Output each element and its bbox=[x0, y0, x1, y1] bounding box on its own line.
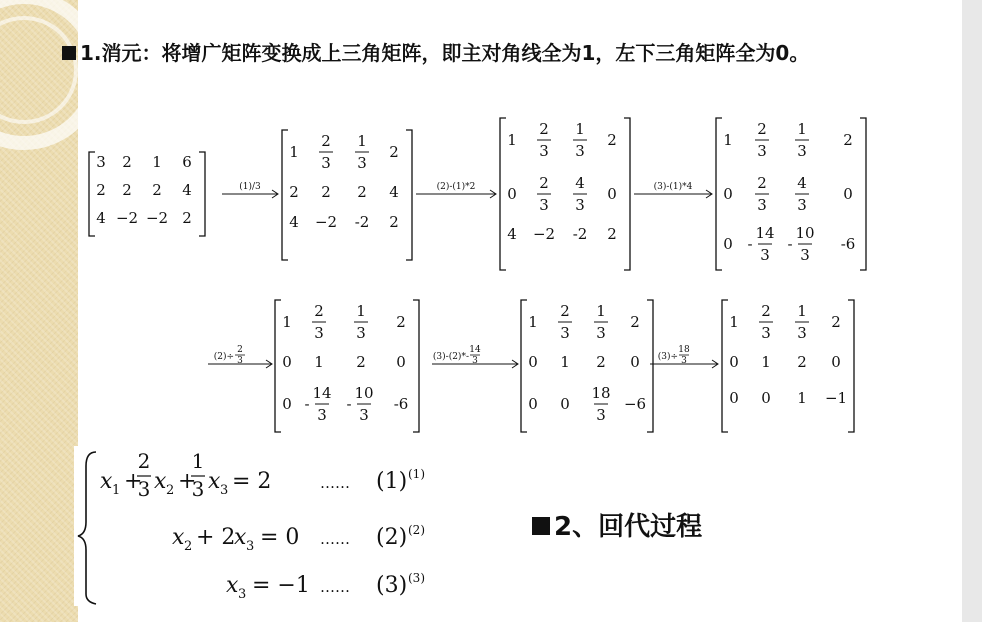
subscript: 1 bbox=[112, 483, 121, 498]
step1-text: 1.消元：将增广矩阵变换成上三角矩阵，即主对角线全为1，左下三角矩阵全为0。 bbox=[80, 41, 810, 65]
subscript: 3 bbox=[238, 587, 247, 602]
matrix-right-bracket bbox=[199, 152, 205, 236]
matrix-cell: 0 bbox=[396, 353, 406, 371]
matrix-cell: 2 bbox=[389, 143, 399, 161]
fraction-denominator: 3 bbox=[191, 477, 205, 501]
subscript: 2 bbox=[166, 483, 175, 498]
matrix-cell: 2 bbox=[607, 131, 617, 149]
matrix-left-bracket bbox=[716, 118, 722, 270]
matrix-cell: 2 bbox=[843, 131, 853, 149]
fraction-denominator: 3 bbox=[137, 477, 151, 501]
fraction-numerator: 2 bbox=[757, 120, 767, 138]
subscript: 2 bbox=[184, 539, 193, 554]
variable-x3: x bbox=[226, 573, 239, 598]
fraction-numerator: 2 bbox=[757, 174, 767, 192]
matrix-cell bbox=[755, 120, 769, 160]
cell-sign: - bbox=[304, 395, 310, 413]
row-operation-arrow bbox=[208, 345, 272, 368]
matrix-cell: 1 bbox=[507, 131, 517, 149]
matrix-right-bracket bbox=[647, 300, 653, 432]
equation-row bbox=[226, 571, 425, 602]
matrix-cell: 2 bbox=[152, 181, 162, 199]
fraction-numerator: 2 bbox=[560, 302, 570, 320]
fraction-numerator: 1 bbox=[797, 302, 807, 320]
subscript: 3 bbox=[220, 483, 229, 498]
matrix-right-bracket bbox=[848, 300, 854, 432]
augmented-matrix bbox=[500, 118, 630, 270]
variable-x3: x bbox=[208, 469, 221, 494]
matrix-cell: 0 bbox=[843, 185, 853, 203]
fraction-numerator: 4 bbox=[797, 174, 807, 192]
fraction-denominator: 3 bbox=[314, 324, 324, 342]
matrix-cell: 0 bbox=[723, 235, 733, 253]
matrix-cell: 4 bbox=[507, 225, 517, 243]
fraction-denominator: 3 bbox=[761, 324, 771, 342]
matrix-cell: −2 bbox=[145, 209, 169, 227]
equals-value: = 2 bbox=[232, 469, 272, 494]
matrix-cell: 1 bbox=[797, 389, 807, 407]
fraction-denominator: 3 bbox=[760, 246, 770, 264]
equation-label: (2) bbox=[376, 525, 408, 550]
plus-sign: + bbox=[178, 469, 197, 494]
fraction-numerator: 18 bbox=[678, 345, 690, 355]
step2-heading bbox=[532, 506, 702, 543]
dots: …… bbox=[320, 474, 350, 492]
matrix-cell: 2 bbox=[396, 313, 406, 331]
fraction-denominator: 3 bbox=[757, 196, 767, 214]
fraction-denominator: 3 bbox=[797, 324, 807, 342]
matrix-right-bracket bbox=[860, 118, 866, 270]
matrix-cell: 0 bbox=[282, 353, 292, 371]
matrix-cell: 0 bbox=[729, 389, 739, 407]
fraction-denominator: 3 bbox=[472, 356, 478, 366]
fraction-denominator: 3 bbox=[596, 324, 606, 342]
row-operation-label: (2)-(1)*2 bbox=[436, 182, 476, 192]
matrix-cell bbox=[795, 120, 809, 160]
fraction-numerator: 1 bbox=[357, 132, 367, 150]
dots: …… bbox=[320, 578, 350, 596]
matrix-cell: 1 bbox=[289, 143, 299, 161]
fraction-denominator: 3 bbox=[757, 142, 767, 160]
fraction-denominator: 3 bbox=[356, 324, 366, 342]
fraction-denominator: 3 bbox=[359, 406, 369, 424]
fraction-numerator: 10 bbox=[795, 224, 815, 242]
matrix-figure bbox=[82, 100, 882, 440]
row-operation-label: (1)/3 bbox=[239, 182, 261, 192]
fraction-numerator: 14 bbox=[312, 384, 332, 402]
augmented-matrix bbox=[716, 118, 866, 270]
augmented-matrix bbox=[722, 300, 854, 432]
matrix-cell: 4 bbox=[289, 213, 299, 231]
matrix-cell: 2 bbox=[321, 183, 331, 201]
matrix-transformations bbox=[82, 100, 882, 440]
matrix-cell bbox=[759, 302, 773, 342]
matrix-cell: 0 bbox=[630, 353, 640, 371]
fraction-numerator: 2 bbox=[137, 449, 151, 473]
row-operation-arrow bbox=[432, 345, 518, 368]
matrix-cell: −2 bbox=[314, 213, 338, 231]
fraction-denominator: 3 bbox=[797, 142, 807, 160]
matrix-cell: 1 bbox=[560, 353, 570, 371]
row-operation-arrow bbox=[222, 181, 278, 198]
matrix-cell: 6 bbox=[182, 153, 192, 171]
matrix-cell: 2 bbox=[182, 209, 192, 227]
matrix-cell: 4 bbox=[389, 183, 399, 201]
matrix-cell bbox=[304, 384, 331, 424]
fraction-numerator: 2 bbox=[237, 345, 243, 355]
fraction-numerator: 10 bbox=[354, 384, 374, 402]
fraction-denominator: 3 bbox=[560, 324, 570, 342]
matrix-right-bracket bbox=[406, 130, 412, 260]
step2-text: 2、回代过程 bbox=[554, 512, 703, 542]
matrix-cell: 2 bbox=[289, 183, 299, 201]
matrix-cell: 2 bbox=[357, 183, 367, 201]
system-brace bbox=[78, 452, 96, 604]
equation-row bbox=[100, 449, 425, 501]
matrix-cell: 2 bbox=[630, 313, 640, 331]
right-decorative-strip bbox=[962, 0, 982, 622]
fraction-numerator: 2 bbox=[321, 132, 331, 150]
augmented-matrix bbox=[282, 130, 412, 260]
matrix-cell bbox=[755, 174, 769, 214]
matrix-cell: -2 bbox=[572, 225, 588, 243]
fraction-denominator: 3 bbox=[800, 246, 810, 264]
matrix-cell: 2 bbox=[831, 313, 841, 331]
matrix-cell bbox=[573, 174, 587, 214]
fraction-numerator: 4 bbox=[575, 174, 585, 192]
equation-figure bbox=[74, 446, 474, 606]
matrix-cell bbox=[312, 302, 326, 342]
matrix-cell: 1 bbox=[723, 131, 733, 149]
matrix-cell: 2 bbox=[596, 353, 606, 371]
augmented-matrix bbox=[275, 300, 419, 432]
matrix-cell: −2 bbox=[532, 225, 556, 243]
matrix-cell bbox=[795, 302, 809, 342]
matrix-cell: 0 bbox=[607, 185, 617, 203]
matrix-cell bbox=[787, 224, 814, 264]
matrix-cell bbox=[591, 384, 610, 424]
fraction-numerator: 2 bbox=[761, 302, 771, 320]
matrix-cell: 0 bbox=[528, 353, 538, 371]
matrix-cell: 0 bbox=[831, 353, 841, 371]
cell-sign: - bbox=[346, 395, 352, 413]
fraction-denominator: 3 bbox=[539, 196, 549, 214]
matrix-cell: 2 bbox=[122, 153, 132, 171]
matrix-cell: 4 bbox=[182, 181, 192, 199]
matrix-cell: 0 bbox=[528, 395, 538, 413]
matrix-cell: 2 bbox=[122, 181, 132, 199]
matrix-cell bbox=[537, 120, 551, 160]
fraction-denominator: 3 bbox=[321, 154, 331, 172]
subscript: 3 bbox=[246, 539, 255, 554]
step1-heading bbox=[62, 38, 922, 68]
row-operation-arrow bbox=[416, 181, 496, 198]
matrix-cell: 2 bbox=[96, 181, 106, 199]
equation-row bbox=[172, 523, 425, 554]
matrix-cell bbox=[594, 302, 608, 342]
variable-x1: x bbox=[100, 469, 113, 494]
fraction-numerator: 1 bbox=[191, 449, 205, 473]
matrix-cell bbox=[346, 384, 373, 424]
row-operation-label: (3)-(2)*- bbox=[432, 352, 469, 362]
fraction-numerator: 18 bbox=[591, 384, 611, 402]
row-operation-arrow bbox=[650, 345, 718, 368]
matrix-cell: 4 bbox=[96, 209, 106, 227]
matrix-cell: 1 bbox=[152, 153, 162, 171]
equation-label-superscript: (3) bbox=[408, 571, 425, 585]
matrix-cell: -6 bbox=[840, 235, 856, 253]
cell-sign: - bbox=[747, 235, 753, 253]
fraction-numerator: 1 bbox=[356, 302, 366, 320]
equation-label-superscript: (2) bbox=[408, 523, 425, 537]
matrix-left-bracket bbox=[521, 300, 527, 432]
equation-label-superscript: (1) bbox=[408, 467, 425, 481]
matrix-cell: -6 bbox=[393, 395, 409, 413]
matrix-right-bracket bbox=[624, 118, 630, 270]
matrix-cell: 2 bbox=[607, 225, 617, 243]
fraction-denominator: 3 bbox=[317, 406, 327, 424]
matrix-cell bbox=[319, 132, 333, 172]
matrix-left-bracket bbox=[500, 118, 506, 270]
matrix-cell: 1 bbox=[729, 313, 739, 331]
matrix-cell: −1 bbox=[824, 389, 848, 407]
matrix-left-bracket bbox=[282, 130, 288, 260]
matrix-cell bbox=[573, 120, 587, 160]
fraction-denominator: 3 bbox=[575, 142, 585, 160]
matrix-left-bracket bbox=[275, 300, 281, 432]
fraction-denominator: 3 bbox=[539, 142, 549, 160]
equals-value: = −1 bbox=[252, 573, 310, 598]
matrix-cell: 1 bbox=[528, 313, 538, 331]
matrix-cell bbox=[537, 174, 551, 214]
matrix-cell: −6 bbox=[623, 395, 647, 413]
equals-value: = 0 bbox=[260, 525, 300, 550]
matrix-cell: 0 bbox=[507, 185, 517, 203]
matrix-right-bracket bbox=[413, 300, 419, 432]
matrix-cell: 0 bbox=[560, 395, 570, 413]
matrix-cell: 3 bbox=[96, 153, 106, 171]
fraction-numerator: 1 bbox=[575, 120, 585, 138]
matrix-cell: 0 bbox=[761, 389, 771, 407]
dots: …… bbox=[320, 530, 350, 548]
fraction-denominator: 3 bbox=[797, 196, 807, 214]
fraction-denominator: 3 bbox=[357, 154, 367, 172]
row-operation-arrow bbox=[634, 181, 712, 198]
fraction-denominator: 3 bbox=[681, 356, 687, 366]
matrix-left-bracket bbox=[89, 152, 95, 236]
fraction-numerator: 2 bbox=[314, 302, 324, 320]
row-operation-label: (3)-(1)*4 bbox=[653, 182, 693, 192]
matrix-cell: −2 bbox=[115, 209, 139, 227]
matrix-cell: 2 bbox=[356, 353, 366, 371]
variable-x2: x bbox=[172, 525, 185, 550]
matrix-cell: 0 bbox=[282, 395, 292, 413]
matrix-cell: 1 bbox=[314, 353, 324, 371]
matrix-cell: 1 bbox=[282, 313, 292, 331]
matrix-cell bbox=[558, 302, 572, 342]
matrix-left-bracket bbox=[722, 300, 728, 432]
bullet-square-icon bbox=[62, 46, 76, 60]
matrix-cell: -2 bbox=[354, 213, 370, 231]
equation-system bbox=[74, 446, 474, 606]
equation-label: (3) bbox=[376, 573, 408, 598]
fraction-numerator: 14 bbox=[755, 224, 775, 242]
plus-sign: + bbox=[124, 469, 143, 494]
matrix-cell bbox=[354, 302, 368, 342]
equation-text: + 2 bbox=[196, 525, 236, 550]
matrix-cell: 1 bbox=[761, 353, 771, 371]
fraction-denominator: 3 bbox=[237, 356, 243, 366]
matrix-cell: 0 bbox=[729, 353, 739, 371]
equation-label: (1) bbox=[376, 469, 408, 494]
matrix-cell bbox=[747, 224, 774, 264]
matrix-cell: 0 bbox=[723, 185, 733, 203]
row-operation-label: (2)÷ bbox=[213, 352, 234, 362]
augmented-matrix bbox=[521, 300, 653, 432]
fraction-numerator: 1 bbox=[797, 120, 807, 138]
matrix-cell: 2 bbox=[797, 353, 807, 371]
fraction-denominator: 3 bbox=[596, 406, 606, 424]
fraction-numerator: 2 bbox=[539, 120, 549, 138]
fraction-numerator: 1 bbox=[596, 302, 606, 320]
matrix-cell bbox=[795, 174, 809, 214]
matrix-cell bbox=[355, 132, 369, 172]
variable-x2: x bbox=[154, 469, 167, 494]
matrix-cell: 2 bbox=[389, 213, 399, 231]
fraction-numerator: 14 bbox=[469, 345, 481, 355]
fraction-denominator: 3 bbox=[575, 196, 585, 214]
bullet-square-icon bbox=[532, 517, 550, 535]
fraction-numerator: 2 bbox=[539, 174, 549, 192]
augmented-matrix bbox=[89, 152, 205, 236]
row-operation-label: (3)÷ bbox=[657, 352, 678, 362]
cell-sign: - bbox=[787, 235, 793, 253]
variable-x3: x bbox=[234, 525, 247, 550]
